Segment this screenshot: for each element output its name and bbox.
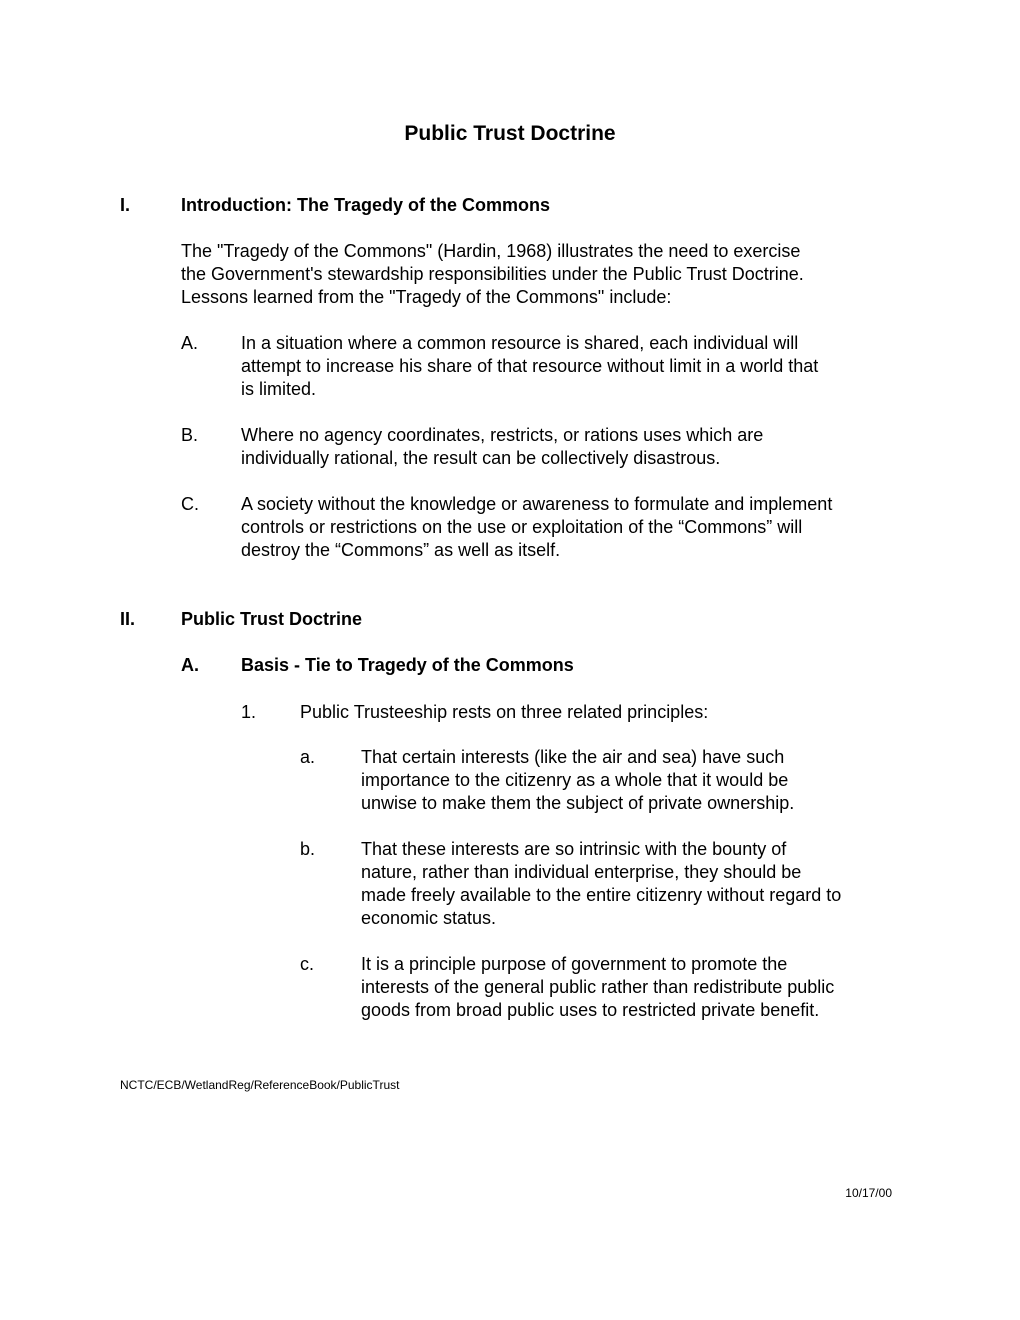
text-line: goods from broad public uses to restricted private benefit. — [361, 1000, 820, 1020]
item-b-text — [241, 424, 763, 470]
item-c-text — [241, 493, 832, 562]
text-line: That certain interests (like the air and sea) have such — [361, 747, 785, 767]
section-1-heading: Introduction: The Tragedy of the Commons — [181, 195, 550, 215]
footer-date: 10/17/00 — [845, 1186, 892, 1200]
text-line: unwise to make them the subject of private ownership. — [361, 793, 795, 813]
item-label: C. — [181, 494, 199, 514]
subsection-label: A. — [181, 655, 199, 675]
section-1-number: I. — [120, 195, 131, 215]
text-line: controls or restrictions on the use or exploitation of the “Commons” will — [241, 517, 803, 537]
item-a-text — [241, 332, 818, 401]
text-line: A society without the knowledge or awareness to formulate and implement — [241, 494, 833, 514]
text-line: interests of the general public rather than redistribute public — [361, 977, 835, 997]
text-line: destroy the “Commons” as well as itself. — [241, 540, 561, 560]
principle-c-text — [361, 953, 834, 1022]
point-label: 1. — [241, 702, 257, 722]
text-line: attempt to increase his share of that resource without limit in a world that — [241, 356, 819, 376]
text-line: It is a principle purpose of government to promote the — [361, 954, 788, 974]
text-line: made freely available to the entire citizenry without regard to — [361, 885, 842, 905]
text-line: nature, rather than individual enterprise, they should be — [361, 862, 802, 882]
section-1-intro — [181, 240, 804, 309]
text-line: That these interests are so intrinsic with the bounty of — [361, 839, 787, 859]
item-label: B. — [181, 425, 199, 445]
section-2-number: II. — [120, 609, 136, 629]
page-title: Public Trust Doctrine — [404, 122, 616, 145]
principle-a-text — [361, 746, 794, 815]
text-line: individually rational, the result can be collectively disastrous. — [241, 448, 721, 468]
text-line: importance to the citizenry as a whole that it would be — [361, 770, 789, 790]
text-line: the Government's stewardship responsibilities under the Public Trust Doctrine. — [181, 264, 804, 284]
text-line: Where no agency coordinates, restricts, or rations uses which are — [241, 425, 764, 445]
principle-b-text — [361, 838, 841, 930]
text-line: economic status. — [361, 908, 497, 928]
item-label: A. — [181, 333, 199, 353]
section-2-heading: Public Trust Doctrine — [181, 609, 363, 629]
text-line: Lessons learned from the "Tragedy of the Commons" include: — [181, 287, 672, 307]
subsection-heading: Basis - Tie to Tragedy of the Commons — [241, 655, 574, 675]
principle-label: c. — [300, 954, 315, 974]
point-text: Public Trusteeship rests on three related principles: — [300, 702, 709, 722]
text-line: The "Tragedy of the Commons" (Hardin, 1968) illustrates the need to exercise — [181, 241, 801, 261]
footer-path: NCTC/ECB/WetlandReg/ReferenceBook/PublicTrust — [120, 1078, 400, 1092]
text-line: In a situation where a common resource is shared, each individual will — [241, 333, 799, 353]
text-line: is limited. — [241, 379, 317, 399]
principle-label: a. — [300, 747, 316, 767]
principle-label: b. — [300, 839, 316, 859]
